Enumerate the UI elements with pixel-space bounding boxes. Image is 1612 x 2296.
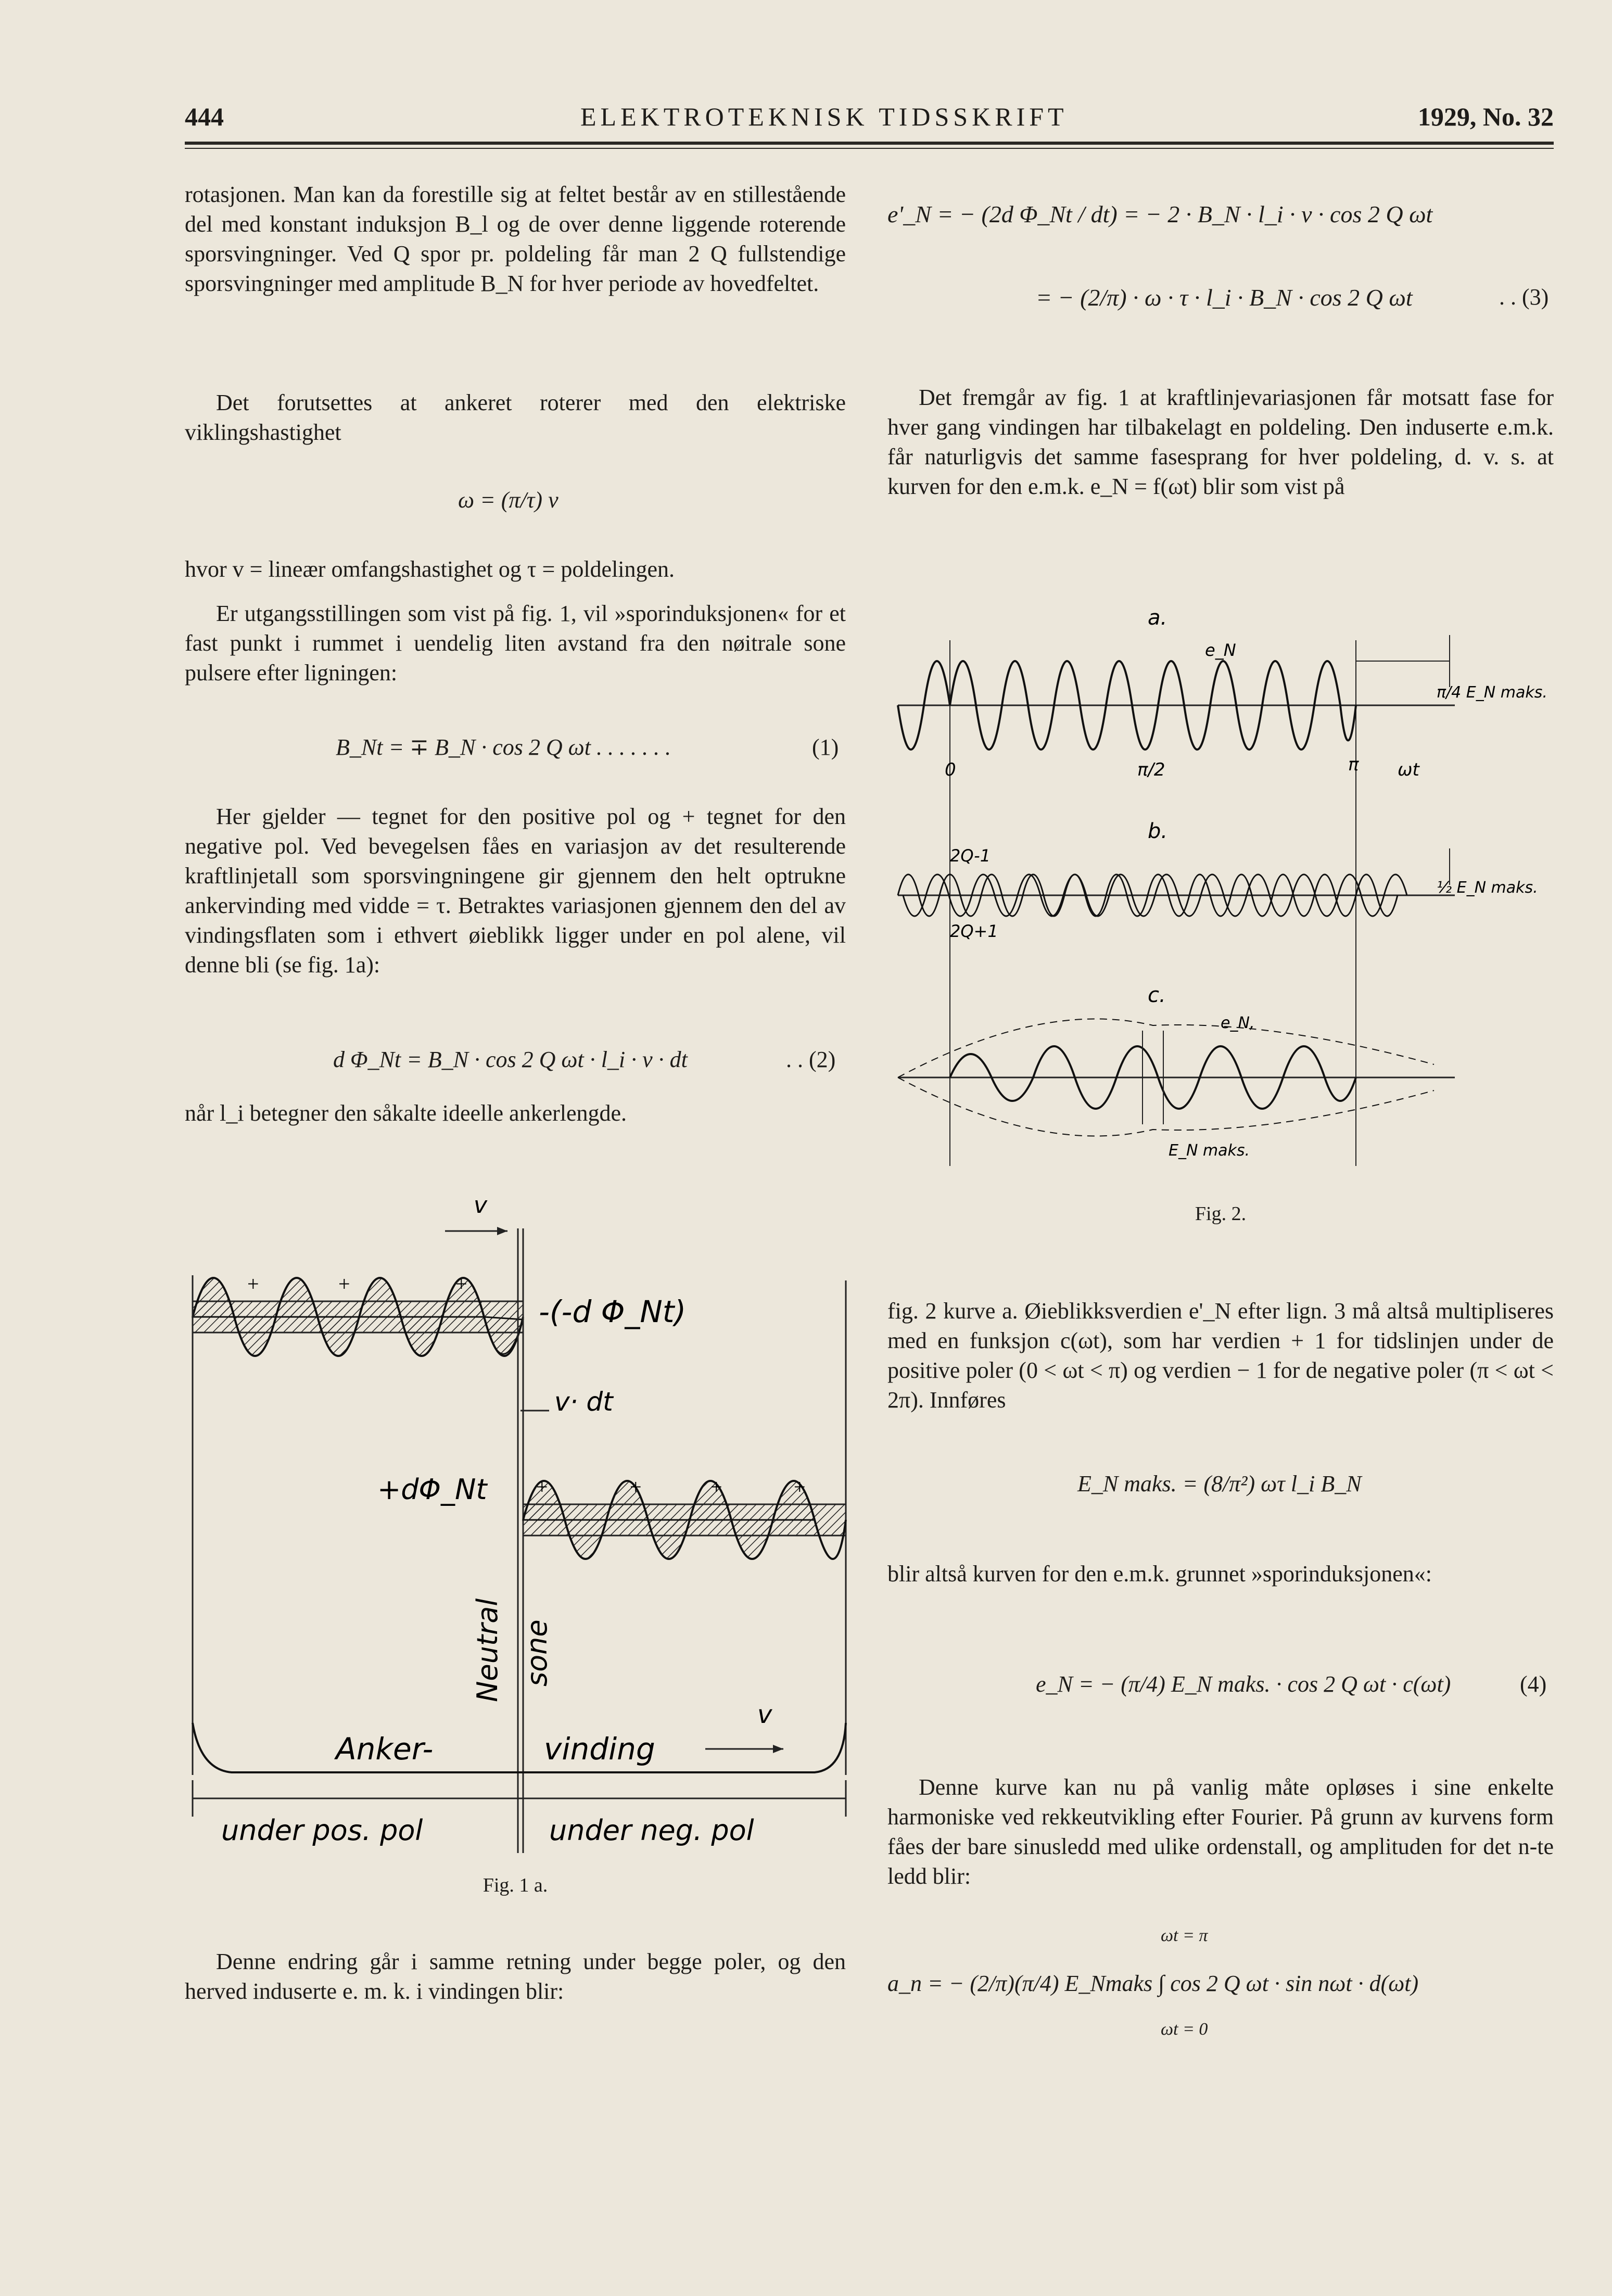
fig1a-plus-dphi: +dΦ_Nt <box>377 1473 487 1506</box>
left-paragraph-6: når l_i betegner den såkalte ideelle ankerlengde. <box>185 1100 627 1126</box>
issue-number: 1929, No. 32 <box>1417 102 1554 131</box>
fig1a-v-dt: v· dt <box>554 1387 613 1417</box>
right-paragraph-4: Denne kurve kan nu på vanlig måte opløses i sine enkelte harmoniske ved rekkeutvikling efter Fourier. På grunn av kurvens form fåes der bare sinusledd med ulike ordenstall, og amplituden for det n-te ledd blir: <box>887 1774 1554 1889</box>
left-paragraph-5: Her gjelder — tegnet for den positive pol og + tegnet for den negative pol. Ved bevegelsen fåes en variasjon av det resulterende kraftlinjetall som sporsvingningene gir gjennem den helt optrukne ankervinding med vidde = τ. Betraktes variasjonen gjennem den del av vindingsflaten som i ethvert øieblikk ligger under en pol alene, vil denne bli (se fig. 1a): <box>185 804 846 978</box>
fig2-pi: π <box>1348 754 1359 775</box>
equation-3-number: . . (3) <box>1499 284 1549 310</box>
header-rule <box>185 142 1554 145</box>
fig1a-under-neg: under neg. pol <box>549 1814 754 1847</box>
fig1a-plus-3: + <box>455 1272 467 1296</box>
fig1a-v-bottom: v <box>757 1700 772 1729</box>
fig1a-plus-4: + <box>536 1475 548 1499</box>
right-paragraph-2: fig. 2 kurve a. Øieblikksverdien e'_N efter lign. 3 må altså multipliseres med en funksjon c(ωt), som har verdien + 1 for tidslinjen under de positive poler (0 < ωt < π) og verdien − 1 for de negative poler (π < ωt < 2π). Innføres <box>887 1298 1554 1413</box>
equation-omega: ω = (π/τ) v <box>458 487 559 513</box>
fig2-omega-t: ωt <box>1398 759 1419 780</box>
fig1a-neutral: Neutral <box>471 1598 504 1702</box>
fig2-eN-c: e_N, <box>1221 1014 1255 1032</box>
fig2-half-Emax: ½ E_N maks. <box>1437 879 1538 897</box>
equation-2-number: . . (2) <box>786 1047 836 1072</box>
fig2-label-b: b. <box>1148 819 1168 843</box>
fig1a-plus-2: + <box>338 1272 350 1296</box>
equation-e2: = − (2/π) · ω · τ · l_i · B_N · cos 2 Q ωt <box>1036 284 1413 311</box>
page-number: 444 <box>185 102 224 131</box>
equation-4-number: (4) <box>1520 1671 1547 1697</box>
header-rule-thin <box>185 148 1554 149</box>
fig2-2Q-minus: 2Q-1 <box>950 846 991 866</box>
fig1a-anker: Anker- <box>336 1731 434 1767</box>
fig2-caption: Fig. 2. <box>1195 1203 1247 1225</box>
right-paragraph-3: blir altså kurven for den e.m.k. grunnet »sporinduksjonen«: <box>887 1561 1432 1587</box>
fig1a-v-top: v <box>474 1192 488 1219</box>
left-paragraph-2: Det forutsettes at ankeret roterer med den elektriske viklingshastighet <box>185 390 846 445</box>
fig1a-plus-6: + <box>710 1475 722 1499</box>
left-paragraph-7: Denne endring går i samme retning under begge poler, og den herved induserte e. m. k. i vindingen blir: <box>185 1949 846 2004</box>
fig2-pi-half: π/2 <box>1137 759 1165 780</box>
fig1a-minus-dphi: -(-d Φ_Nt) <box>539 1294 687 1329</box>
equation-4: e_N = − (π/4) E_N maks. · cos 2 Q ωt · c(ωt) <box>1036 1671 1451 1697</box>
fig1a-under-pos: under pos. pol <box>221 1814 423 1847</box>
fig2-eN-a: e_N <box>1205 640 1236 660</box>
figure-1a <box>185 1192 861 1858</box>
fig1a-caption: Fig. 1 a. <box>483 1874 548 1896</box>
equation-1: B_Nt = ∓ B_N · cos 2 Q ωt . . . . . . . <box>336 734 671 760</box>
fig2-pi4-Emax: π/4 E_N maks. <box>1437 683 1547 702</box>
right-paragraph-1: Det fremgår av fig. 1 at kraftlinjevariasjonen får motsatt fase for hver gang vindingen har tilbakelagt en poldeling. Den induserte e.m.k. får naturligvis det samme fasesprang for hver poldeling, d. v. s. at kurven for den e.m.k. e_N = f(ωt) blir som vist på <box>887 385 1554 499</box>
fig2-2Q-plus: 2Q+1 <box>950 921 998 941</box>
fig1a-plus-1: + <box>247 1272 259 1296</box>
integral-upper-limit: ωt = π <box>1161 1926 1208 1945</box>
journal-title: ELEKTROTEKNISK TIDSSKRIFT <box>580 102 1068 131</box>
fig2-Emax-c: E_N maks. <box>1169 1141 1250 1160</box>
equation-e1: e'_N = − (2d Φ_Nt / dt) = − 2 · B_N · l_i · v · cos 2 Q ωt <box>887 201 1433 227</box>
integral-lower-limit: ωt = 0 <box>1161 2020 1208 2039</box>
fig1a-sone: sone <box>521 1619 553 1686</box>
left-paragraph-4: Er utgangsstillingen som vist på fig. 1, vil »sporinduksjonen« for et fast punkt i rummet i uendelig liten avstand fra den nøitrale sone pulsere efter ligningen: <box>185 601 846 686</box>
fig1a-vinding: vinding <box>544 1731 655 1767</box>
equation-2: d Φ_Nt = B_N · cos 2 Q ωt · l_i · v · dt <box>333 1047 688 1072</box>
left-paragraph-3: hvor v = lineær omfangshastighet og τ = poldelingen. <box>185 556 675 582</box>
fig1a-wave-positive <box>193 1278 523 1356</box>
left-paragraph-1: rotasjonen. Man kan da forestille sig at feltet består av en stillestående del med konstant induksjon B_l og de over denne liggende roterende sporsvingninger. Ved Q spor pr. poldeling får man 2 Q fullstendige sporsvingninger med amplitude B_N for hver periode av hovedfeltet. <box>185 182 846 296</box>
equation-Emax: E_N maks. = (8/π²) ωτ l_i B_N <box>1077 1471 1362 1496</box>
fig1a-plus-7: + <box>794 1475 806 1499</box>
equation-1-number: (1) <box>812 734 839 760</box>
equation-an: a_n = − (2/π)(π/4) E_Nmaks ∫ cos 2 Q ωt · sin nωt · d(ωt) <box>887 1971 1419 1996</box>
fig1a-plus-5: + <box>630 1475 642 1499</box>
fig2-zero: 0 <box>945 759 956 780</box>
running-header <box>185 102 1554 143</box>
fig2-label-a: a. <box>1148 606 1167 630</box>
figure-2 <box>887 604 1559 1187</box>
fig2-label-c: c. <box>1148 983 1166 1007</box>
